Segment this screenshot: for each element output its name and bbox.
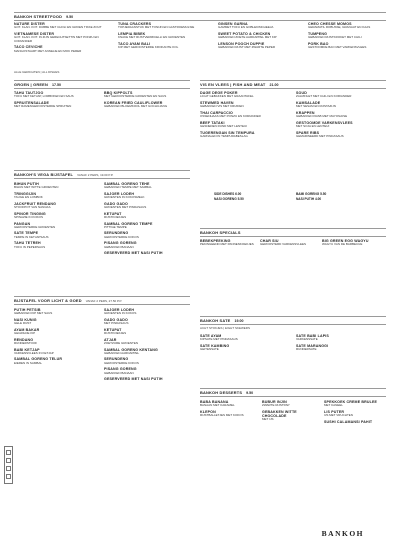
menu-item: NASI KUNIG GELE RIJST [14,317,37,326]
bijstafel-col-2 [104,308,190,384]
menu-item: SAMBAL GORENG TEHE GEBAKKEN TEMPE MET SAMBAL [104,182,152,190]
menu-item: SATE TEMPE TEMPE IN KETJAPSAUS [14,231,49,239]
menu-item: TRINGGIJIN TAUGE EN LOMBOK [14,191,43,200]
menu-item: LIS PUTER IJS MET VRUCHTEN [324,409,353,418]
menu-item: RENDANG RUNDERSTOOF [14,337,38,345]
section-price-streetfood: 9.50 [66,14,74,19]
section-title-specials: BANKOH SPECIALS [200,230,241,235]
vega-col-1 [14,182,98,251]
menu-item: KOREAN FRIED CAULIFLOWER GEBAKKEN BLOEMKOOL MET GOCHUJANG [104,100,168,109]
menu-item: SUSHI CALAMANSI PAHIT [324,419,373,424]
sate-note: ACHT STOKJES | EIGHT SKEWERS [200,326,250,330]
menu-item: TACO AYAM BALI KIP MET GEROOSTERDE KROKANTE KOL [118,41,179,49]
menu-item: KAMSALADE MET SESAM EN RIJSTAZIJN [296,100,336,109]
menu-item: GEBAKKEN WITTE CHOCOLADE MET IJS [262,409,297,422]
menu-item: BUBUR INJIN ZWARTE RIJSTPAP [262,400,290,408]
section-bar-sate [200,316,386,325]
menu-item: PUTIH PETSIB GEBAKKEN KIP MET SAUS [14,308,53,316]
section-bar-specials [200,228,386,237]
menu-item: GADO GADO GROENTEN MET PINDASAUS [104,201,147,209]
menu-item: SAJOER LODEH GROENTEN IN KOKOS [104,308,137,316]
section-title-desserts: BANKOH DESSERTS [200,390,243,395]
menu-item: SWEET POTATO & CHICKEN GEBAKKEN ZOETE AARDAPPEL MET KIP [218,31,277,40]
side-item: NASI PUTIH 4.00 [296,196,322,201]
menu-item: GESERVEERD MET NASI PUTIH [104,251,163,256]
menu-item: SATE AYAM KIPSATE MET PINDASAUS [200,334,238,342]
menu-item: SAMBAL GORENG TEMPE PITTIGE TEMPE [104,221,153,229]
section-bar-bijstafel [14,296,190,305]
streetfood-col-4 [308,22,386,52]
menu-item: SPARE RIBS GEMARINEERD MET PINDASAUS [296,130,344,138]
side-item: SIDE DISHES 6.00 [214,192,242,196]
section-price-desserts: 9.50 [246,390,254,395]
menu-item: NATURE DISTER GOT. KLAN. KOT. DUBBE MET CHOLI EN GROEN TIKKE ZOUT [14,22,102,30]
menu-item: TAHU TAUTJOO TOFU MET KETJAP, LOMBOKEN EN SAUS [14,91,74,99]
side-item: NASI GORENG 5.50 [214,196,244,201]
menu-item: SOUD ZALMFILET MET CHILI EN KORIANDER [296,91,352,99]
vis-col-1 [200,91,288,140]
menu-item: BBQ KIPPOLTS MET GEROOSTERDE GROENTEN EN SAUS [104,91,167,99]
menu-item: VIETNAMESE DISTER GOT. KLAN. KOT. IN ZIJN GERECHTSETTIN MET PONZU EN CORIANDER [14,31,99,43]
streetfood-col-1 [14,22,102,55]
groen-col-1 [14,91,100,111]
vertical-logo-mark [4,446,13,484]
section-title-bijstafel: BIJSTAFEL VOOR LICHT & GOED [14,298,82,303]
menu-item: LENSON POOCH DUPPIE GEBAKKEN RIJST MET ZWARTE PEPER [218,41,276,49]
menu-item: PANGAN GEROOSTERDE GROENTEN [14,221,56,229]
sate-col-1 [200,334,286,354]
section-bar-groen [14,80,190,89]
sate-col-2 [296,334,386,354]
desserts-col-1 [200,400,258,420]
menu-item: ATJAR ZOETZURE GROENTEN [104,337,139,345]
section-price-vis: 21.00 [269,82,279,87]
section-bar-streetfood [14,12,386,21]
menu-item: AYAM BAKAR GEGRILDE KIP [14,327,40,335]
menu-item: SATE MARANGGI RUNDERSATE [296,343,329,352]
menu-item: CHEO CHESSE MOMOS GERAMATIL ROBUSSE, GRANAAT EN KAAS [308,22,371,30]
menu-item: PISANG GORENG GEBAKKEN BANAAN [104,241,137,249]
vega-col-2 [104,182,190,258]
menu-item: SPEKKOEK CREME BRULEE MET KANEEL [324,400,378,408]
sides-col-1 [214,192,284,201]
menu-item: PORK BAO GESTOOMDE BAO MET VARKENSVLEES [308,41,367,49]
menu-item: GINSEN GARNA GAMMET TOFU EN GOBLEKIMCHEEJA [218,22,274,30]
menu-item: JACKFRUIT RENDANG STOOFPOT VAN NANGKA [14,201,57,209]
section-title-sate: BANKOH SATE [200,318,231,323]
specials-col-2 [260,239,316,249]
bijstafel-col-1 [14,308,98,367]
sides-col-2 [296,192,376,201]
brand-logo: BANKOH [321,529,364,538]
menu-item: BABI KETJAP VARKENSVLEES IN KETJAP [14,347,54,355]
menu-item: SERUNDENG GEROOSTERDE KOKOS [104,231,139,239]
section-price-groen: 17.50 [51,82,61,87]
all-dishes-label: ALLE GERICHTEN | ALL DISHES [14,70,60,74]
menu-item: KETUPAT RIJSTKOEKJES [104,211,127,219]
specials-col-1 [200,239,254,249]
groen-col-2 [104,91,188,111]
menu-item: GESERVEERD MET NASI PUTIH [104,377,163,382]
menu-item: SATE KAMBING GEITENSATE [200,343,230,352]
specials-col-3 [322,239,386,249]
menu-item: SAJOER LODEH GROENTEN IN KOKOSMELK [104,191,145,200]
menu-item: BIHUN PUTIH BIHUN MET WITTE GROENTEN [14,182,59,190]
section-title-streetfood: BANKOH STREETFOOD [14,14,63,19]
desserts-col-2 [262,400,320,424]
section-title-vis: VIS EN VLEES | FISH AND MEAT [200,82,266,87]
menu-item: TUMPENG GEBAKKEN RIJSTKROKET MET CHILI [308,31,362,40]
section-title-vega: BANKOH'S VEGA BIJSTAFEL [14,172,74,177]
menu-item: GADO GADO MET PINDASAUS [104,317,129,326]
streetfood-col-3 [218,22,300,52]
side-item: BAMI GORENG 5.50 [296,192,327,196]
menu-item: TACO CEVICHE MANGOSTAART MET ANNELIE EN MOK PERER [14,45,82,53]
menu-item: SAMBAL GORENG TELUR EIEREN IN SAMBAL [14,357,63,365]
desserts-col-3 [324,400,386,426]
menu-item: BABA BANANA BANAAN MET KARAMEL [200,400,235,408]
menu-item: PISANG GORENG GEBAKKEN BANAAN [104,367,137,375]
section-bar-vega [14,170,190,179]
menu-item: KRAPPEN GEBAKKEN KRAB MET MAYONAISE [296,110,348,118]
menu-item: BIG GREEN EGG WAGYU WAGYU VAN DE BARBECUE [322,239,369,247]
menu-item: BEEF TATAKI GESNEDEN RUND MET LENTEUI [200,120,247,128]
section-note-bijstafel: VANAF 2 PERS, 27.50 P.P. [85,298,122,303]
menu-item: THAI CARPACCIO OSSENHAAS MET PONZU EN KORIANDER [200,110,261,118]
section-note-vega: VANAF 2 PERS, 19.00 P.P. [77,172,114,177]
menu-item: GESTOOMDE VARKENSVLEES MET SOJA EN LENTEUI [296,120,353,128]
vis-col-2 [296,91,386,140]
section-bar-vis [200,80,386,89]
menu-item: DAGE DEGE POKER LICHT GEBAKKEN MET GRAANTAFEL [200,91,254,99]
menu-item: KLEPON RIJSTBALLETJES MET KOKOS [200,409,244,418]
menu-item: STEWMED HAVEN GEBAKKEN VIS MET KRUIDEN [200,100,244,109]
menu-item: TAHU TETREH TOFU IN PEPERSAUS [14,241,46,249]
menu-item: SPRUITENSALADE MET RAMENGEROOSTERDE SPRUITEN [14,100,72,109]
menu-item: TUNA CRACKERS TOPJERAANSTUK MET TONIJN EN GASTROEMULSIE [118,22,195,30]
menu-item: BEBEKPEEKING PEKINGEEND MET PANNENKOEKJES [200,239,254,247]
menu-item: SERUNDENG GEROOSTERDE KOKOS [104,357,139,365]
menu-item: KETUPAT RIJSTKOEKJES [104,327,127,335]
menu-item: TUGERENGAN SIN TEMPURA GARNALEN IN TEMPURABESLAG [200,130,255,138]
menu-item: CHAR SIU GEROOSTERD VARKENSVLEES [260,239,306,247]
section-price-sate: 19.00 [234,318,244,323]
menu-item: SPINOR TINGING SPINAZIE IN KOKOS [14,211,46,219]
streetfood-col-2 [118,22,206,52]
menu-item: SATE BABI LAPIS VARKENSSATE [296,334,329,342]
menu-item: SAMBAL GORENG KENTANG GEBAKKEN AARDAPPEL [104,347,158,355]
section-title-groen: GROEN | GREEN [14,82,48,87]
section-bar-desserts [200,388,386,397]
menu-item: LEMPIA BIBEK KNAKE MET RIJSTVERMICELLI EN GROENTEN [118,31,186,40]
